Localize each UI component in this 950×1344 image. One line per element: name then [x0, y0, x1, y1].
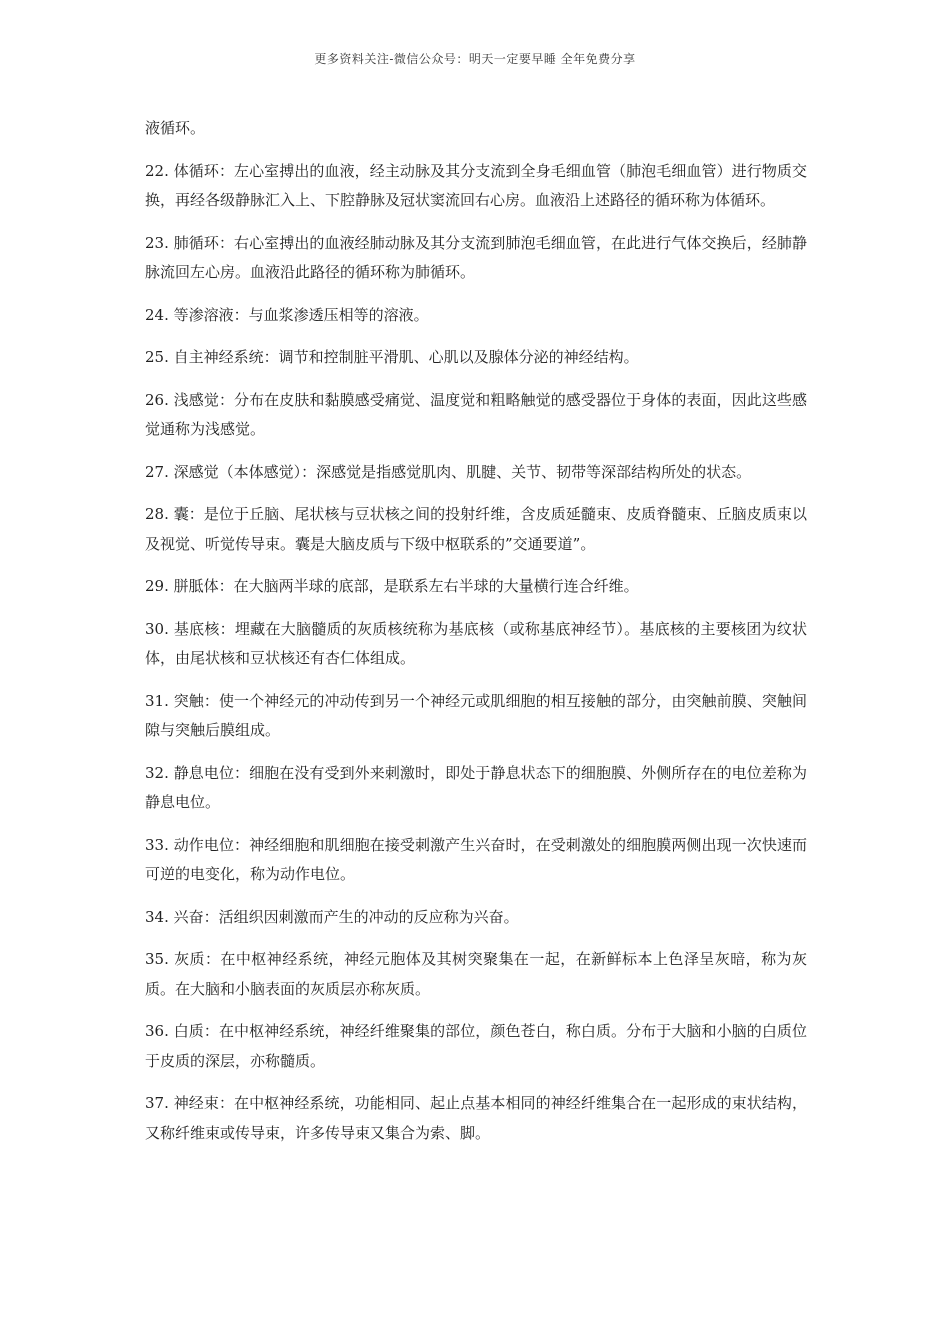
paragraph: 33. 动作电位：神经细胞和肌细胞在接受刺激产生兴奋时，在受刺激处的细胞膜两侧出现一次快速而可逆的电变化，称为动作电位。: [145, 835, 807, 883]
paragraph: 27. 深感觉（本体感觉）：深感觉是指感觉肌肉、肌腱、关节、韧带等深部结构所处的状态。: [145, 462, 752, 481]
paragraph: 34. 兴奋：活组织因刺激而产生的冲动的反应称为兴奋。: [145, 907, 519, 926]
paragraph: 24. 等渗溶液：与血浆渗透压相等的溶液。: [145, 305, 429, 324]
paragraph: 22. 体循环：左心室搏出的血液，经主动脉及其分支流到全身毛细血管（肺泡毛细血管）进行物质交换，再经各级静脉汇入上、下腔静脉及冠状窦流回右心房。血液沿上述路径的循环称为体循环。: [145, 161, 807, 209]
page-header: 更多资料关注-微信公众号：明天一定要早睡 全年免费分享: [314, 52, 636, 66]
paragraph: 28. 囊：是位于丘脑、尾状核与豆状核之间的投射纤维，含皮质延髓束、皮质脊髓束、丘脑皮质束以及视觉、听觉传导束。囊是大脑皮质与下级中枢联系的”交通要道”。: [145, 505, 807, 553]
paragraph: 26. 浅感觉：分布在皮肤和黏膜感受痛觉、温度觉和粗略触觉的感受器位于身体的表面，因此这些感觉通称为浅感觉。: [145, 390, 807, 438]
paragraph: 29. 胼胝体：在大脑两半球的底部，是联系左右半球的大量横行连合纤维。: [145, 577, 639, 595]
paragraph: 36. 白质：在中枢神经系统，神经纤维聚集的部位，颜色苍白，称白质。分布于大脑和小脑的白质位于皮质的深层，亦称髓质。: [145, 1022, 807, 1070]
paragraph: 30. 基底核：埋藏在大脑髓质的灰质核统称为基底核（或称基底神经节）。基底核的主要核团为纹状体，由尾状核和豆状核还有杏仁体组成。: [145, 619, 807, 667]
paragraph: 23. 肺循环：右心室搏出的血液经肺动脉及其分支流到肺泡毛细血管，在此进行气体交换后，经肺静脉流回左心房。血液沿此路径的循环称为肺循环。: [145, 233, 807, 281]
paragraph: 32. 静息电位：细胞在没有受到外来刺激时，即处于静息状态下的细胞膜、外侧所存在的电位差称为静息电位。: [145, 763, 807, 811]
paragraph: 31. 突触：使一个神经元的冲动传到另一个神经元或肌细胞的相互接触的部分，由突触前膜、突触间隙与突触后膜组成。: [145, 691, 807, 739]
paragraph: 37. 神经束：在中枢神经系统，功能相同、起止点基本相同的神经纤维集合在一起形成的束状结构，又称纤维束或传导束，许多传导束又集合为索、脚。: [145, 1094, 807, 1142]
paragraph: 35. 灰质：在中枢神经系统，神经元胞体及其树突聚集在一起，在新鲜标本上色泽呈灰暗，称为灰质。在大脑和小脑表面的灰质层亦称灰质。: [145, 950, 807, 998]
paragraph: 液循环。: [145, 119, 206, 137]
paragraph: 25. 自主神经系统：调节和控制脏平滑肌、心肌以及腺体分泌的神经结构。: [145, 348, 639, 366]
document-body: [145, 114, 807, 1161]
